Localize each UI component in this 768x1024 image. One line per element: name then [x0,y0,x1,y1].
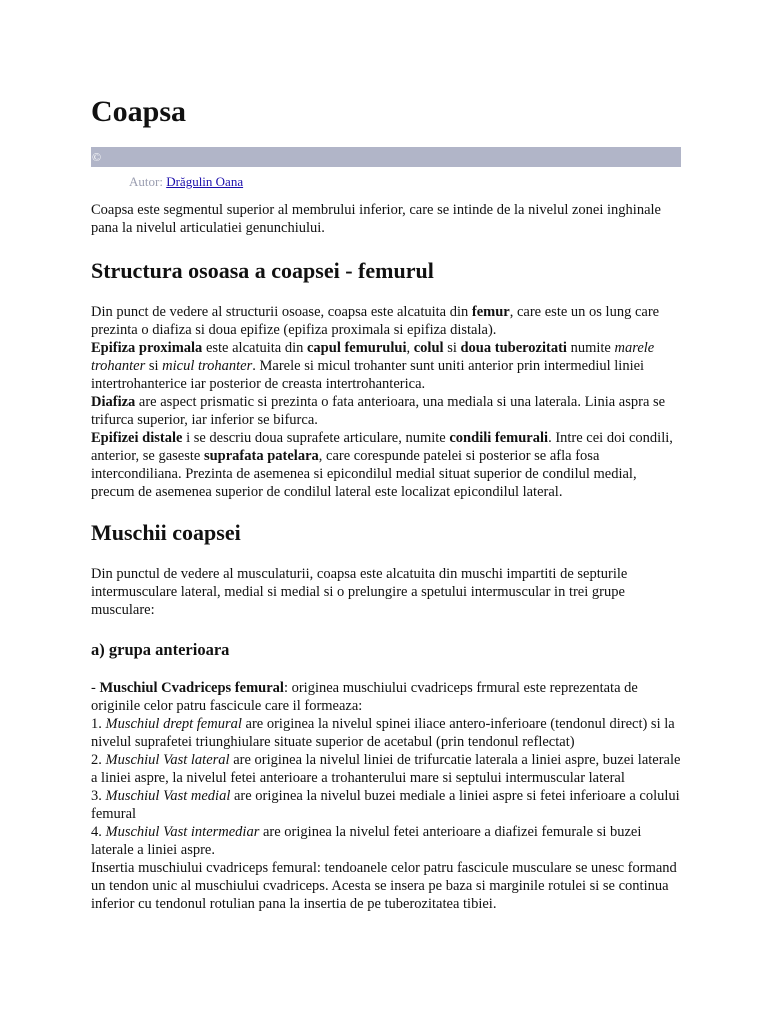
list-item-drept-femural: 1. Muschiul drept femural are originea la nivelul spinei iliace antero-inferioare (tendonul direct) si la nivelul suprafetei triunghiulare situate superior de acetabul (prin tendonul reflectat) [91,716,675,750]
heading-femur: Structura osoasa a coapsei - femurul [91,258,434,283]
intro-paragraph: Coapsa este segmentul superior al membrului inferior, care se intinde de la nivelul zonei inghinale pana la nivelul articulatiei genunchiului. [91,202,661,236]
diafiza-paragraph: Diafiza are aspect prismatic si prezinta o fata anterioara, una mediala si una laterala. Linia aspra se trifurca superior, iar inferior se bifurca. [91,394,666,428]
heading-muschii: Muschii coapsei [91,520,241,545]
insertia-paragraph: Insertia muschiului cvadriceps femural: tendoanele celor patru fascicule musculare se unesc formand un tendon unic al muschiului cvadriceps. Acesta se insera pe baza si marginile rotulei si se continua inferior cu tendonul rotulian pana la insertia de pe tuberozitatea tibiei. [91,860,677,912]
author-label: Autor: [129,174,163,189]
muschii-paragraph: Din punctul de vedere al musculaturii, coapsa este alcatuita din muschi impartiti de septurile intermusculare lateral, medial si medial si o prelungire a spetului intermuscular in trei grupe musculare: [91,566,628,618]
cvadriceps-paragraph: - Muschiul Cvadriceps femural: originea muschiului cvadriceps frmural este reprezentata de originile celor patru fascicule care il formeaza: [91,680,638,714]
epifiza-proximala-paragraph: Epifiza proximala este alcatuita din capul femurului, colul si doua tuberozitati numite marele trohanter si micul trohanter. Marele si micul trohanter sunt uniti anterior prin intermediul liniei intertrohanterice iar posterior de creasta intertrohanterica. [91,340,655,392]
copyright-bar [91,147,681,167]
femur-section [91,303,681,501]
heading-grupa-anterioara: a) grupa anterioara [91,640,230,659]
list-item-vast-intermediar: 4. Muschiul Vast intermediar are originea la nivelul fetei anterioare a diafizei femurale si buzei laterale a liniei aspre. [91,824,642,858]
article [91,92,681,913]
author-link[interactable]: Drăgulin Oana [166,174,244,189]
femur-paragraph: Din punct de vedere al structurii osoase, coapsa este alcatuita din femur, care este un os lung care prezinta o diafiza si doua epifize (epifiza proximala si epifiza distala). [91,304,660,338]
page-title: Coapsa [91,95,187,128]
epifiza-distala-paragraph: Epifizei distale i se descriu doua suprafete articulare, numite condili femurali. Intre cei doi condili, anterior, se gaseste suprafata patelara, care corespunde patelei si posterior se afla fosa intercondiliana. Prezinta de asemenea si epicondilul medial situat superior de condilul medial, precum de asemenea superior de condilul lateral este localizat epicondilul lateral. [91,430,673,500]
copyright-symbol: © [92,150,102,164]
author-line [91,173,681,191]
list-item-vast-lateral: 2. Muschiul Vast lateral are originea la nivelul liniei de trifurcatie laterala a liniei aspre, buzei laterale a liniei aspre, la nivelul fetei anterioare a trohanterului mare si septului intermuscular lateral [91,752,681,786]
list-item-vast-medial: 3. Muschiul Vast medial are originea la nivelul buzei mediale a liniei aspre si fetei inferioare a colului femural [91,788,680,822]
grupa-anterioara-section [91,679,681,913]
